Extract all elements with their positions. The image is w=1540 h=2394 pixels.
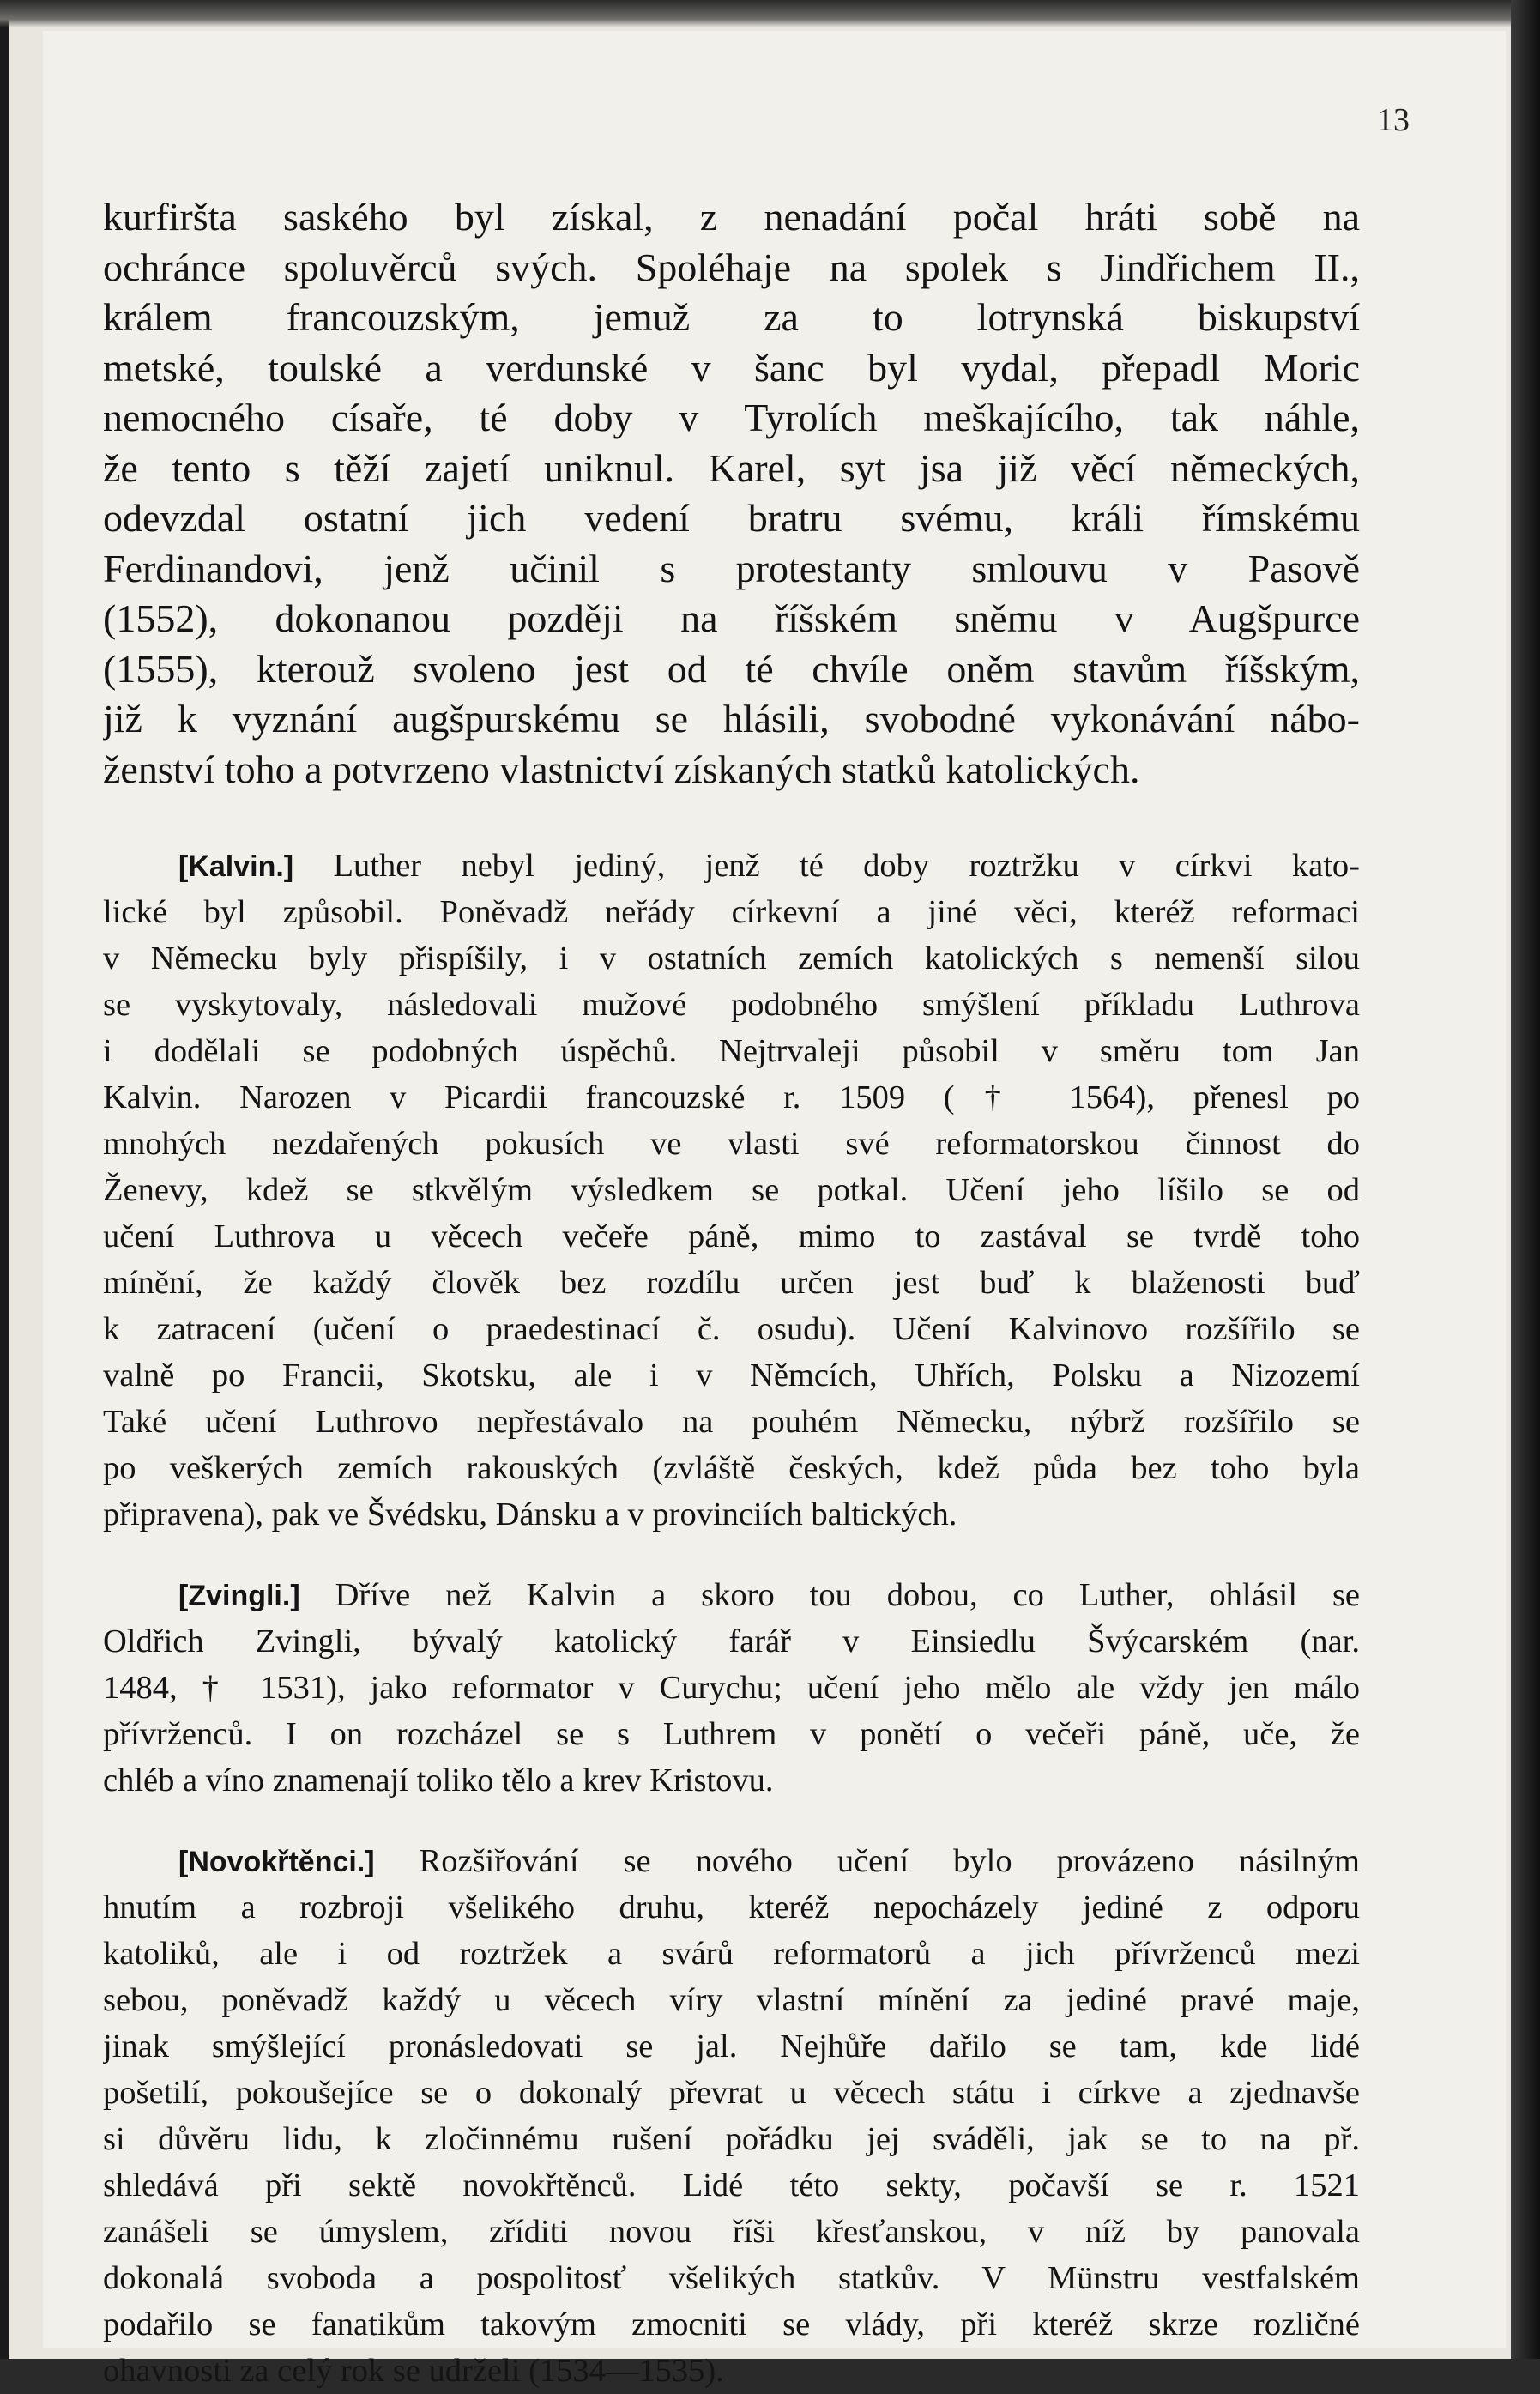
novokrtenci-paragraph bbox=[103, 1838, 1360, 2394]
text-line: že tento s těží zajetí uniknul. Karel, syt jsa již věcí německých, bbox=[103, 445, 1360, 490]
text-line: pošetilí, pokoušejíce se o dokonalý převrat u věcech státu i církve a zjednavše bbox=[103, 2075, 1360, 2111]
paragraph-first-line bbox=[103, 1572, 1360, 1618]
text-line: chléb a víno znamenají toliko tělo a krev Kristovu. bbox=[103, 1762, 774, 1799]
text-line: se vyskytovaly, následovali mužové podobného smýšlení příkladu Luthrova bbox=[103, 987, 1360, 1023]
text-line: učení Luthrova u věcech večeře páně, mimo to zastával se tvrdě toho bbox=[103, 1218, 1360, 1254]
text-line: (1555), kterouž svoleno jest od té chvíle oněm stavům říšským, bbox=[103, 646, 1360, 691]
text-line: hnutím a rozbroji všelikého druhu, kteréž nepocházely jediné z odporu bbox=[103, 1889, 1360, 1925]
text-line: ochránce spoluvěrců svých. Spoléhaje na spolek s Jindřichem II., bbox=[103, 245, 1360, 289]
text-line: metské, toulské a verdunské v šanc byl vydal, přepadl Moric bbox=[103, 345, 1360, 390]
kalvin-heading: [Kalvin.] bbox=[178, 850, 294, 883]
scan-right-edge bbox=[1511, 0, 1540, 2359]
text-line: kurfiršta saského byl získal, z nenadání počal hráti sobě na bbox=[103, 195, 1360, 239]
paragraph-first-line bbox=[103, 1838, 1360, 1884]
text-line: (1552), dokonanou později na říšském sněmu v Augšpurce bbox=[103, 596, 1360, 640]
text-line: katoliků, ale i od roztržek a svárů reformatorů a jich přívrženců mezi bbox=[103, 1936, 1360, 1972]
text-line: i dodělali se podobných úspěchů. Nejtrvaleji působil v směru tom Jan bbox=[103, 1033, 1360, 1069]
text-line: po veškerých zemích rakouských (zvláště českých, kdež půda bez toho byla bbox=[103, 1450, 1360, 1486]
page-number: 13 bbox=[1377, 102, 1410, 138]
text-line: nemocného císaře, té doby v Tyrolích meškajícího, tak náhle, bbox=[103, 396, 1360, 439]
text-line: Luther nebyl jediný, jenž té doby roztržku v církvi kato- bbox=[333, 848, 1360, 884]
text-line: mnohých nezdařených pokusích ve vlasti své reformatorskou činnost do bbox=[103, 1126, 1360, 1162]
paragraph-first-line bbox=[103, 843, 1360, 889]
text-line: podařilo se fanatikům takovým zmocniti se vlády, při kteréž skrze rozličné bbox=[103, 2306, 1360, 2343]
text-line: zanášeli se úmyslem, zříditi novou říši křesťanskou, v níž by panovala bbox=[103, 2214, 1360, 2250]
zvingli-paragraph bbox=[103, 1572, 1360, 1804]
text-line: přívrženců. I on rozcházel se s Luthrem v ponětí o večeři páně, uče, že bbox=[103, 1716, 1360, 1752]
novokrtenci-heading: [Novokřtěnci.] bbox=[178, 1846, 375, 1878]
text-line: připravena), pak ve Švédsku, Dánsku a v provinciích baltických. bbox=[103, 1496, 957, 1533]
text-line: v Německu byly přispíšily, i v ostatních zemích katolických s nemenší silou bbox=[103, 940, 1360, 976]
scan-top-edge bbox=[0, 0, 1540, 27]
text-line: valně po Francii, Skotsku, ale i v Němcích, Uhřích, Polsku a Nizozemí bbox=[103, 1357, 1360, 1393]
text-line: lické byl způsobil. Poněvadž neřády církevní a jiné věci, kteréž reformaci bbox=[103, 894, 1360, 930]
text-line: si důvěru lidu, k zločinnému rušení pořádku jej sváděli, jak se to na př. bbox=[103, 2121, 1360, 2157]
page-text bbox=[103, 192, 1360, 2394]
text-line: již k vyznání augšpurskému se hlásili, svobodné vykonávání nábo- bbox=[103, 697, 1360, 741]
intro-paragraph bbox=[103, 192, 1360, 795]
text-line: Rozšiřování se nového učení bylo provázeno násilným bbox=[419, 1843, 1360, 1879]
text-line: ohavnosti za celý rok se udrželi (1534—1535). bbox=[103, 2353, 724, 2389]
text-line: sebou, poněvadž každý u věcech víry vlastní mínění za jediné pravé maje, bbox=[103, 1982, 1360, 2018]
text-line: dokonalá svoboda a pospolitosť všelikých statkův. V Münstru vestfalském bbox=[103, 2260, 1360, 2296]
text-line: jinak smýšlející pronásledovati se jal. Nejhůře dařilo se tam, kde lidé bbox=[103, 2028, 1360, 2065]
text-line: mínění, že každý člověk bez rozdílu určen jest buď k blaženosti buď bbox=[103, 1265, 1360, 1301]
text-line: Kalvin. Narozen v Picardii francouzské r. 1509 († 1564), přenesl po bbox=[103, 1079, 1360, 1115]
text-line: Také učení Luthrovo nepřestávalo na pouhém Německu, nýbrž rozšířilo se bbox=[103, 1404, 1360, 1440]
scan-left-edge bbox=[0, 0, 9, 2359]
text-line: odevzdal ostatní jich vedení bratru svému, králi římskému bbox=[103, 496, 1360, 540]
kalvin-paragraph bbox=[103, 843, 1360, 1538]
text-line: králem francouzským, jemuž za to lotrynská biskupství bbox=[103, 295, 1360, 339]
text-line: Ženevy, kdež se stkvělým výsledkem se potkal. Učení jeho líšilo se od bbox=[103, 1172, 1360, 1208]
text-line: Dříve než Kalvin a skoro tou dobou, co Luther, ohlásil se bbox=[335, 1577, 1360, 1613]
text-line: 1484, † 1531), jako reformator v Curychu; učení jeho mělo ale vždy jen málo bbox=[103, 1670, 1360, 1706]
text-line: shledává při sektě novokřtěnců. Lidé této sekty, počavší se r. 1521 bbox=[103, 2167, 1360, 2204]
text-line: ženství toho a potvrzeno vlastnictví získaných statků katolických. bbox=[103, 747, 1140, 791]
text-line: Ferdinandovi, jenž učinil s protestanty smlouvu v Pasově bbox=[103, 546, 1360, 590]
text-line: Oldřich Zvingli, bývalý katolický farář v Einsiedlu Švýcarském (nar. bbox=[103, 1623, 1360, 1659]
text-line: k zatracení (učení o praedestinací č. osudu). Učení Kalvinovo rozšířilo se bbox=[103, 1311, 1360, 1347]
zvingli-heading: [Zvingli.] bbox=[178, 1580, 300, 1612]
